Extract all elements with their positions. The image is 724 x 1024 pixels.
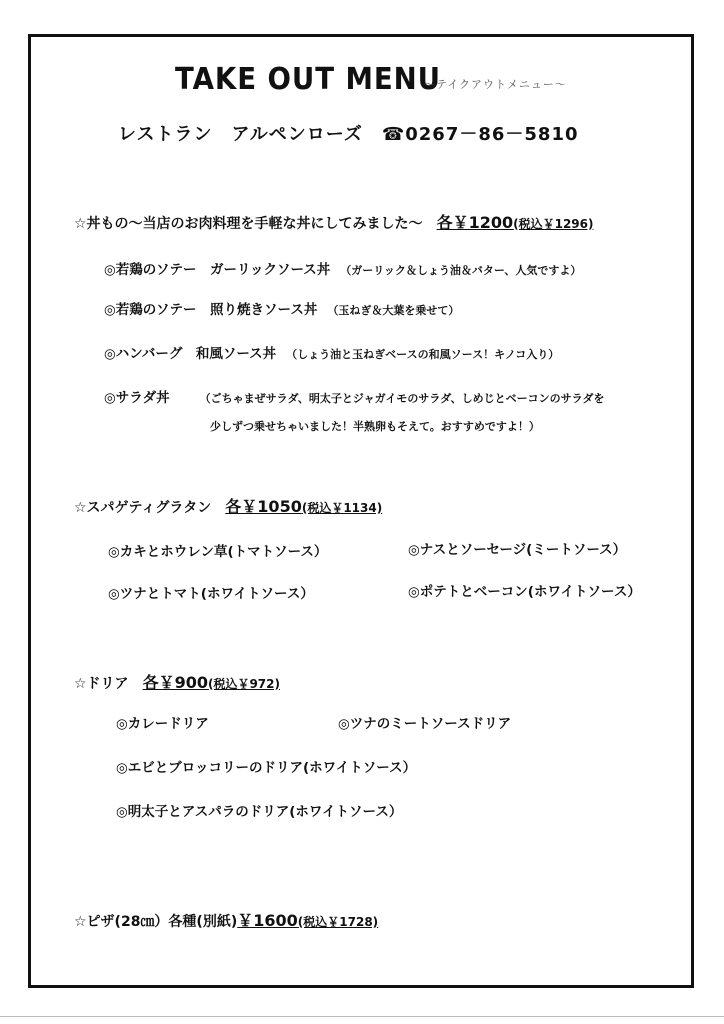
section-title: ☆ピザ(28㎝）各種(別紙) [74, 914, 238, 930]
menu-item: ◎ツナとトマト(ホワイトソース） [108, 586, 314, 602]
menu-item: ◎ナスとソーセージ(ミートソース） [408, 542, 627, 558]
menu-item: ◎カレードリア [116, 716, 209, 732]
menu-item: ◎カキとホウレン草(トマトソース） [108, 544, 328, 560]
restaurant-info: レストラン アルペンローズ ☎0267－86－5810 [118, 124, 579, 145]
section-heading-spaghetti [74, 494, 382, 517]
menu-item: ◎若鶏のソテー ガーリックソース丼 （ガーリック＆しょう油＆バター、人気ですよ） [104, 262, 582, 278]
section-price: 各￥1200(税込￥1296) [436, 213, 594, 232]
menu-subtitle: 〜テイクアウトメニュー〜 [424, 78, 567, 91]
menu-item: ◎サラダ丼 （ごちゃまぜサラダ、明太子とジャガイモのサラダ、しめじとベーコンのサラダを [104, 390, 605, 406]
menu-item-note: 少しずつ乗せちゃいました！半熟卵もそえて。おすすめですよ！） [210, 420, 540, 433]
section-price: 各￥1050(税込￥1134) [225, 497, 383, 516]
section-title: ☆丼もの～当店のお肉料理を手軽な丼にしてみました～ [74, 216, 437, 232]
menu-title: TAKE OUT MENU [175, 62, 441, 97]
menu-item: ◎ハンバーグ 和風ソース丼 （しょう油と玉ねぎベースの和風ソース！キノコ入り） [104, 346, 560, 362]
section-price: ￥1600(税込￥1728) [237, 911, 379, 930]
menu-item: ◎若鶏のソテー 照り焼きソース丼 （玉ねぎ＆大葉を乗せて） [104, 302, 460, 318]
section-heading-pizza [74, 908, 378, 931]
menu-item: ◎エビとブロッコリーのドリア(ホワイトソース） [116, 760, 417, 776]
section-price: 各￥900(税込￥972) [142, 673, 280, 692]
section-heading-donburi [74, 210, 593, 233]
menu-item: ◎ポテトとベーコン(ホワイトソース） [408, 584, 641, 600]
scan-edge [0, 1016, 724, 1017]
section-heading-doria [74, 670, 280, 693]
section-title: ☆スパゲティグラタン [74, 500, 226, 516]
section-title: ☆ドリア [74, 676, 143, 692]
menu-item: ◎ツナのミートソースドリア [338, 716, 512, 732]
menu-item: ◎明太子とアスパラのドリア(ホワイトソース） [116, 804, 403, 820]
